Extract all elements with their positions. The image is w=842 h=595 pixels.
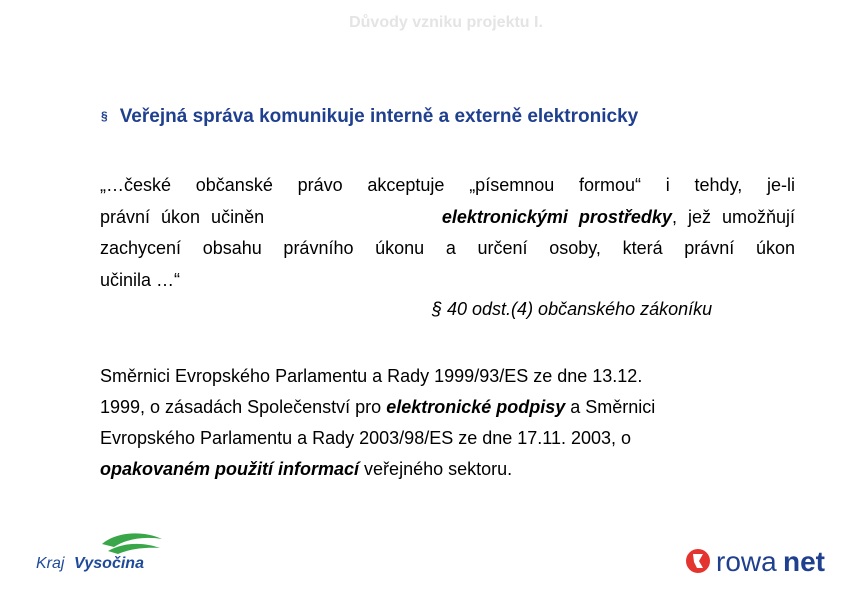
directive-line-3: Evropského Parlamentu a Rady 2003/98/ES ze dne 17.11. 2003, o [100,428,632,448]
logo-left-word1: Kraj [36,555,65,572]
directive-text-2c: a Směrnici [565,397,656,417]
directive-line-4 [100,454,800,485]
quote-line-2 [100,202,795,234]
directive-text-4b: veřejného sektoru. [359,459,513,479]
slide-title: Důvody vzniku projektu I. [349,14,543,31]
logo-left-word2: Vysočina [74,555,144,572]
quote-emphasis: elektronickými prostředky [441,206,672,227]
directive-line-2 [100,392,800,423]
quote-text-1: „…české občanské právo akceptuje „písemnou formou“ i tehdy, je-li [100,175,795,195]
bullet-heading [101,106,638,128]
quote-line-3 [100,233,795,265]
directive-emphasis-1: elektronické podpisy [386,397,566,417]
logo-right-word2: net [783,546,825,577]
rowanet-logo [684,537,842,585]
citation: § 40 odst.(4) občanského zákoníku [432,299,713,319]
logo-right-word1: rowa [716,546,777,577]
quote-text-3: zachycení obsahu právního úkonu a určení osoby, která právní úkon [100,238,795,258]
quote-line-4: učinila …“ [100,269,181,290]
directive-line-1: Směrnici Evropského Parlamentu a Rady 1999/93/ES ze dne 13.12. [100,366,643,386]
quote-text-2c: , jež umožňují [671,206,795,227]
law-quote [100,170,795,296]
directive-paragraph [100,361,800,485]
quote-text-2-emph [442,202,795,234]
directive-text-2a: 1999, o zásadách Společenství pro [100,397,387,417]
kraj-vysocina-logo [34,530,164,575]
quote-line-1 [100,170,795,202]
quote-text-2a: právní úkon učiněn [100,206,265,227]
bullet-text: Veřejná správa komunikuje interně a externě elektronicky [119,106,639,127]
directive-emphasis-2: opakovaném použití informací [100,459,360,479]
bullet-marker: § [101,109,108,123]
